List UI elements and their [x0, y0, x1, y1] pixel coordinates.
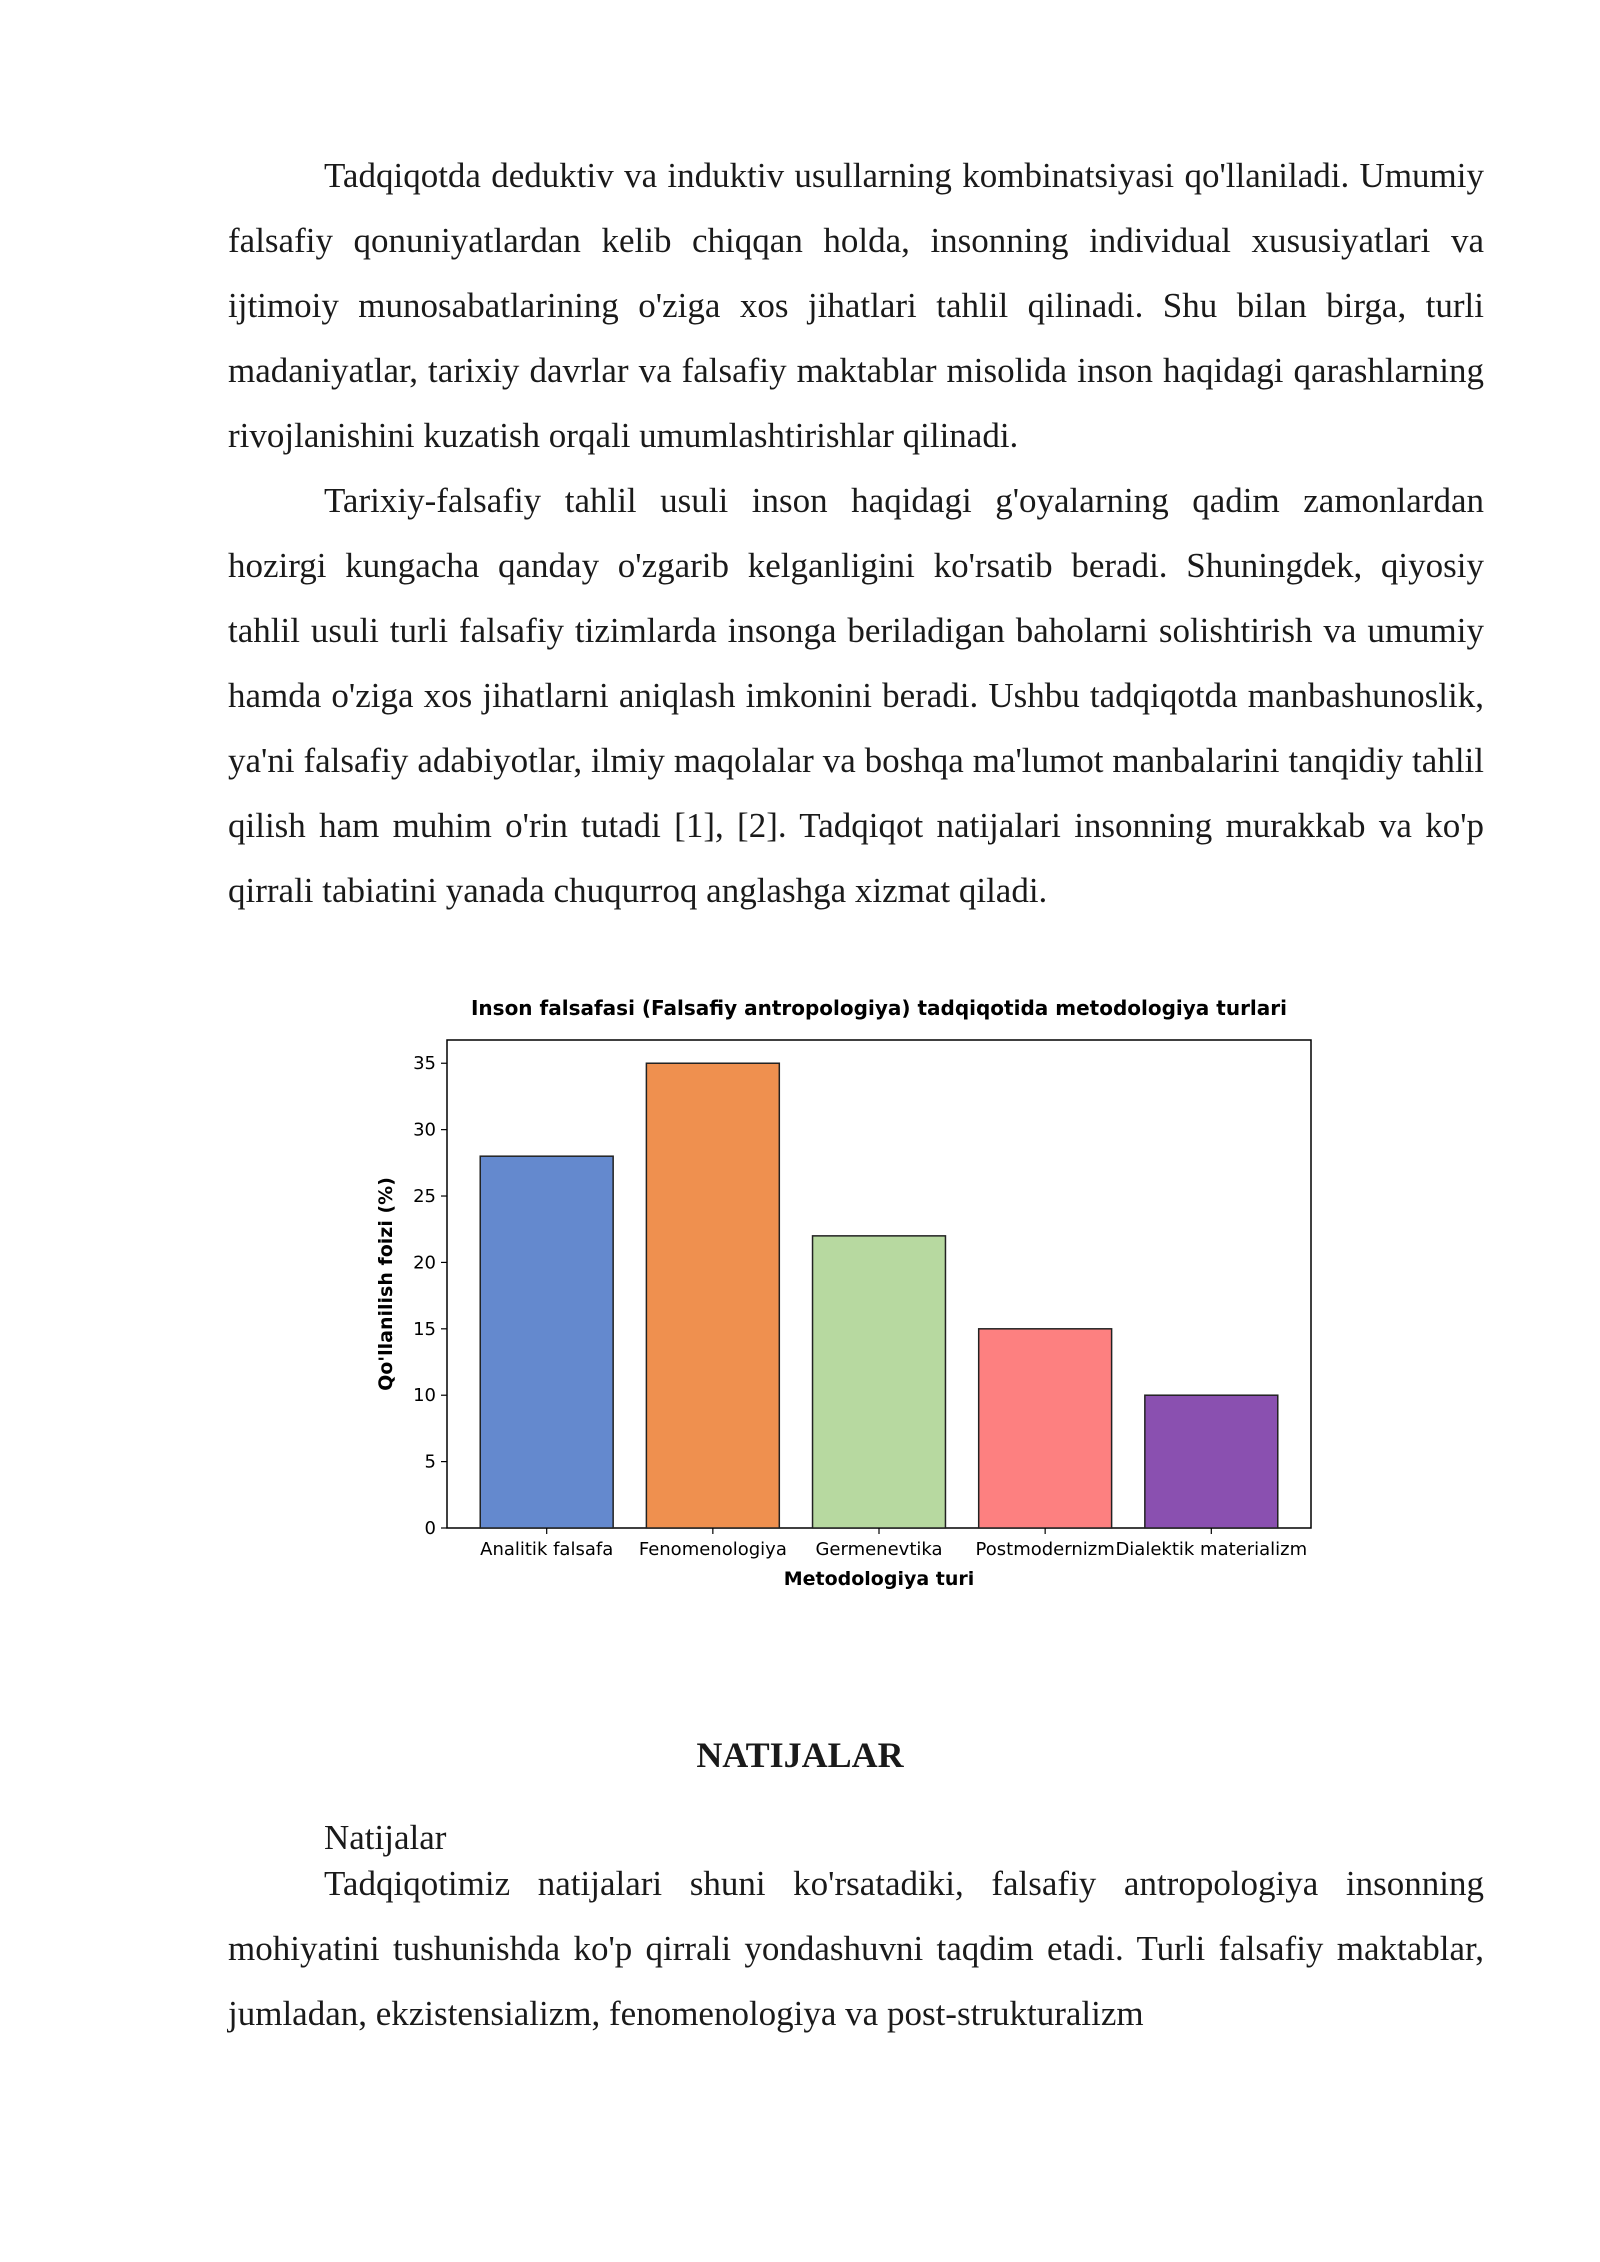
x-tick-label: Postmodernizm [975, 1539, 1115, 1560]
paragraph: Tarixiy-falsafiy tahlil usuli inson haqidagi g'oyalarning qadim zamonlardan hozirgi kungacha qanday o'zgarib kelganligini ko'rsatib beradi. Shuningdek, qiyosiy tahlil usuli turli falsafiy tizimlarda insonga beriladigan baholarni solishtirish va umumiy hamda o'ziga xos jihatlarni aniqlash imkonini beradi. Ushbu tadqiqotda manbashunoslik, ya'ni falsafiy adabiyotlar, ilmiy maqolalar va boshqa ma'lumot manbalarini tanqidiy tahlil qilish ham muhim o'rin tutadi [1], [2]. Tadqiqot natijalari insonning murakkab va ko'p qirrali tabiatini yanada chuqurroq anglashga xizmat qiladi. [228, 481, 1484, 910]
x-tick-label: Fenomenologiya [638, 1539, 787, 1560]
y-tick-label: 35 [413, 1053, 436, 1075]
x-tick-label: Germenevtika [815, 1539, 943, 1560]
body-text-bottom [228, 1851, 1484, 2046]
bar [813, 1236, 946, 1528]
methodology-bar-chart [362, 995, 1342, 1620]
chart-svg [362, 995, 1342, 1620]
bar [480, 1156, 613, 1528]
section-heading: NATIJALAR [696, 1735, 904, 1775]
y-tick-label: 20 [413, 1252, 436, 1274]
y-tick-label: 15 [413, 1318, 436, 1340]
x-tick-label: Analitik falsafa [480, 1539, 614, 1560]
paragraph: Tadqiqotda deduktiv va induktiv usullarning kombinatsiyasi qo'llaniladi. Umumiy falsafiy qonuniyatlardan kelib chiqqan holda, insonning individual xususiyatlari va ijtimoiy munosabatlarining o'ziga xos jihatlari tahlil qilinadi. Shu bilan birga, turli madaniyatlar, tarixiy davrlar va falsafiy maktablar misolida inson haqidagi qarashlarning rivojlanishini kuzatish orqali umumlashtirishlar qilinadi. [228, 156, 1484, 455]
x-tick-label: Dialektik materializm [1115, 1539, 1308, 1560]
body-text-top [228, 143, 1484, 923]
x-axis-label: Metodologiya turi [783, 1568, 975, 1590]
y-tick-label: 30 [413, 1119, 436, 1141]
y-tick-label: 10 [413, 1385, 436, 1407]
bar [646, 1063, 779, 1528]
bar [979, 1329, 1112, 1528]
chart-title: Inson falsafasi (Falsafiy antropologiya) tadqiqotida metodologiya turlari [470, 996, 1288, 1020]
y-tick-label: 0 [424, 1518, 436, 1539]
y-tick-label: 25 [413, 1186, 436, 1208]
x-axis [480, 1528, 1307, 1560]
subheading: Natijalar [324, 1818, 447, 1857]
bars [480, 1063, 1278, 1528]
y-axis-label: Qo'llanilish foizi (%) [375, 1177, 397, 1391]
y-axis [413, 1053, 447, 1539]
y-tick-label: 5 [424, 1451, 436, 1473]
paragraph: Tadqiqotimiz natijalari shuni ko'rsatadiki, falsafiy antropologiya insonning mohiyatini tushunishda ko'p qirrali yondashuvni taqdim etadi. Turli falsafiy maktablar, jumladan, ekzistensializm, fenomenologiya va post-strukturalizm [228, 1864, 1484, 2033]
bar [1145, 1395, 1278, 1528]
